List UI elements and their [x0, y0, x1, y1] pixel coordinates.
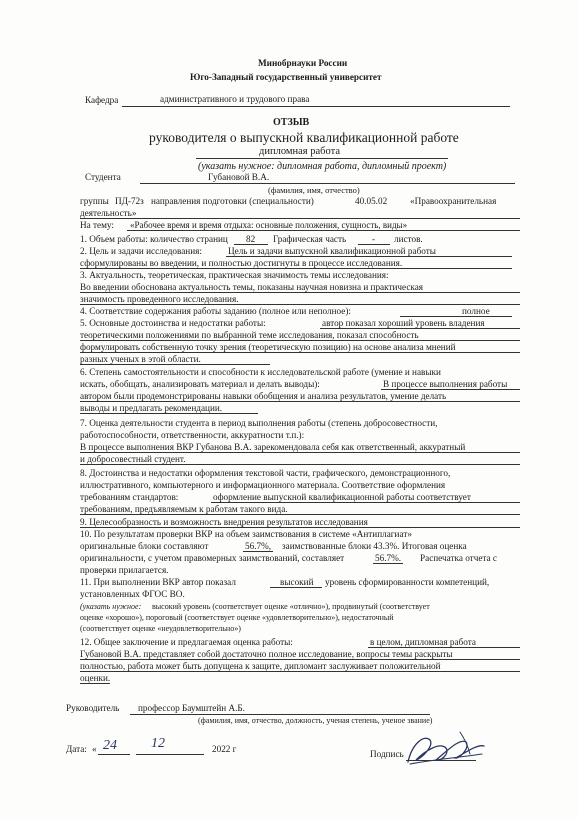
ministry-name: Минобрнауки России: [258, 58, 348, 68]
item6-text-3: выводы и предлагать рекомендации.: [80, 403, 223, 413]
item1-pages-underline: [234, 244, 268, 245]
item7-label-1: 7. Оценка деятельности студента в период выполнения работы (степень добросовестности,: [80, 418, 438, 428]
document-subtitle: руководителя о выпускной квалификационной работе: [149, 130, 459, 145]
item12-label: 12. Общее заключение и предлагаемая оценка работы:: [80, 637, 293, 647]
item8-text-2: требованиям, предъявляемым к работам такого вида.: [80, 504, 288, 514]
item5-text-3: формулировать собственную точку зрения (теоретическую позицию) на основе анализа мнений: [80, 342, 456, 352]
item12-underline-1: [368, 647, 520, 648]
item7-text-2: и добросовестный студент.: [80, 454, 186, 464]
date-year: 2022 г: [212, 744, 237, 754]
item7-text-1: В процессе выполнения ВКР Губанова В.А. зарекомендовала себя как ответственный, аккуратный: [80, 442, 466, 452]
item8-label-2: иллюстративного, компьютерного и информационного материала. Соответствие оформления: [80, 480, 446, 490]
item12-underline-3: [80, 671, 520, 672]
item12-text-3: полностью, работа может быть допущена к защите, дипломант заслуживает положительной: [80, 661, 441, 671]
item1-mid: Графическая часть: [273, 234, 347, 244]
department-label: Кафедра: [85, 95, 119, 105]
item5-label: 5. Основные достоинства и недостатки работы:: [80, 318, 266, 328]
item11-pre: 11. При выполнении ВКР автор показал: [80, 577, 236, 587]
item8-label-3: требованиям стандартов:: [80, 492, 179, 502]
item3-underline-1: [80, 292, 520, 293]
item6-text-1: В процессе выполнения работы: [383, 379, 508, 389]
date-month-handwritten: 12: [151, 736, 165, 751]
item9-underline: [80, 527, 520, 528]
item1-pre: 1. Объем работы: количество страниц: [80, 234, 228, 244]
item2-underline-2: [80, 268, 512, 269]
student-value: Губановой В.А.: [208, 172, 270, 182]
item12-text-1: в целом, дипломная работа: [370, 637, 476, 647]
item11-post: уровень сформированности компетенций,: [325, 577, 490, 587]
item7-label-2: работоспособности, ответственности, аккуратности т.п.):: [80, 430, 305, 440]
item5-text-1: автор показал хороший уровень владения: [322, 318, 485, 328]
item6-underline-1: [381, 389, 520, 390]
item4-value: полное: [462, 306, 490, 316]
group-value: ПД-72з: [115, 196, 144, 206]
item1-post: листов.: [394, 234, 423, 244]
item6-label-1: 6. Степень самостоятельности и способности к исследовательской работе (умение и навыки: [80, 367, 441, 377]
item3-text-1: Во введении обоснована актуальность темы, показаны научная новизна и практическая: [80, 282, 424, 292]
item12-text-4: оценки.: [80, 673, 111, 683]
department-underline: [122, 106, 510, 107]
item8-underline-1: [211, 502, 520, 503]
work-type-underline: [196, 158, 448, 159]
item10-final-percent: 56.7%.: [375, 553, 402, 563]
item2-text-2: сформулированы во введении, и полностью достигнуты в процессе исследования.: [80, 258, 403, 268]
item5-text-2: теоретическими положениями по выбранной теме исследования, показал способность: [80, 330, 419, 340]
topic-label: На тему:: [80, 220, 114, 230]
item11-hint-3: (соответствует оценке «неудовлетворительно»): [80, 624, 241, 633]
student-caption: (фамилия, имя, отчество): [268, 185, 360, 195]
item4-underline: [400, 316, 512, 317]
item1-graph: -: [372, 234, 376, 244]
item5-text-4: разных ученых в этой области.: [80, 354, 201, 364]
student-label: Студента: [85, 172, 121, 182]
supervisor-value: профессор Баумштейн А.Б.: [138, 703, 245, 713]
document-title: ОТЗЫВ: [273, 117, 310, 128]
item10-orig-underline: [243, 551, 273, 552]
date-day-handwritten: 24: [103, 738, 117, 753]
item5-underline-3: [80, 352, 520, 353]
item8-underline-2: [80, 514, 520, 515]
direction-label: направления подготовки (специальности): [151, 196, 314, 206]
item5-underline-1: [320, 328, 520, 329]
item6-label-2: искать, обобщать, анализировать материал и делать выводы):: [80, 379, 320, 389]
item10-final-underline: [373, 563, 403, 564]
supervisor-underline: [130, 714, 430, 715]
item10-text-2b: заимствованные блоки 43.3%. Итоговая оценка: [282, 541, 467, 551]
item1-graph-underline: [358, 244, 390, 245]
item3-label: 3. Актуальность, теоретическая, практическая значимость темы исследования:: [80, 270, 389, 280]
item10-text-3b: Распечатка отчета с: [420, 553, 497, 563]
date-quote: «: [92, 744, 97, 754]
item5-underline-4: [80, 364, 270, 365]
item6-underline-2: [80, 401, 520, 402]
item2-text-1: Цель и задачи выпускной квалификационной работы: [228, 246, 436, 256]
date-label: Дата:: [66, 744, 87, 754]
supervisor-label: Руководитель: [66, 703, 120, 713]
item8-label-1: 8. Достоинства и недостатки оформления текстовой части, графического, демонстрационного,: [80, 468, 451, 478]
item4-text: 4. Соответствие содержания работы заданию (полное или неполное):: [80, 306, 351, 316]
spec-code: 40.05.02: [355, 196, 388, 206]
item10-text-4: проверки прилагается.: [80, 565, 169, 575]
item11-hint-label: (указать нужное:: [80, 602, 142, 611]
item11-line2: установленных ФГОС ВО.: [80, 589, 185, 599]
item11-hint-2: оценке «хорошо»), пороговый (соответствует оценке «удовлетворительно»), недостаточный: [80, 613, 394, 622]
work-type: дипломная работа: [259, 146, 340, 157]
topic-value: «Рабочее время и время отдыха: основные положения, сущность, виды»: [130, 220, 408, 230]
student-underline: [140, 183, 515, 184]
item1-pages: 82: [246, 234, 256, 244]
item3-underline-2: [80, 304, 520, 305]
item6-underline-3: [80, 413, 258, 414]
item11-value: высокий: [280, 577, 314, 587]
item2-underline-1: [226, 256, 512, 257]
item8-text-1: оформление выпускной квалификационной работы соответствует: [213, 492, 471, 502]
item7-underline-1: [80, 452, 520, 453]
item10-text-1: 10. По результатам проверки ВКР на объем заимствования в системе «Антиплагиат»: [80, 529, 412, 539]
handwritten-signature: [400, 724, 490, 774]
item12-underline-4: [80, 683, 110, 684]
date-day-underline: [98, 754, 130, 755]
signature-label: Подпись: [370, 749, 404, 759]
item12-underline-2: [80, 659, 520, 660]
item10-text-2a: оригинальные блоки составляют: [80, 541, 209, 551]
item3-text-2: значимость проведенного исследования.: [80, 294, 239, 304]
university-name: Юго-Западный государственный университет: [190, 72, 382, 82]
item11-value-underline: [270, 587, 322, 588]
group-underline: [80, 218, 520, 219]
item10-text-3a: оригинальности, с учетом правомерных заимствований, составляет: [80, 553, 345, 563]
topic-underline: [127, 230, 520, 231]
item10-orig-percent: 56.7%,: [245, 541, 272, 551]
item9-text: 9. Целесообразность и возможность внедрения результатов исследования: [80, 517, 368, 527]
work-type-hint: (указать нужное: дипломная работа, дипломный проект): [198, 161, 447, 172]
supervisor-caption: (фамилия, имя, отчество, должность, ученая степень, ученое звание): [198, 716, 433, 725]
item5-underline-2: [80, 340, 520, 341]
group-prefix: группы: [80, 196, 109, 206]
spec-name-cont: деятельность»: [80, 208, 137, 218]
date-month-underline: [136, 754, 204, 755]
spec-name: «Правоохранительная: [410, 196, 497, 206]
item12-text-2: Губановой В.А. представляет собой достаточно полное исследование, вопросы темы раскрыты: [80, 649, 453, 659]
item7-underline-2: [80, 464, 520, 465]
item11-hint-1: высокий уровень (соответствует оценке «отлично»), продвинутый (соответствует: [152, 602, 430, 611]
item6-text-2: автором были продемонстрированы навыки обобщения и анализа результатов, умение делать: [80, 391, 447, 401]
item2-label: 2. Цель и задачи исследования:: [80, 246, 202, 256]
department-value: административного и трудового права: [160, 94, 310, 104]
